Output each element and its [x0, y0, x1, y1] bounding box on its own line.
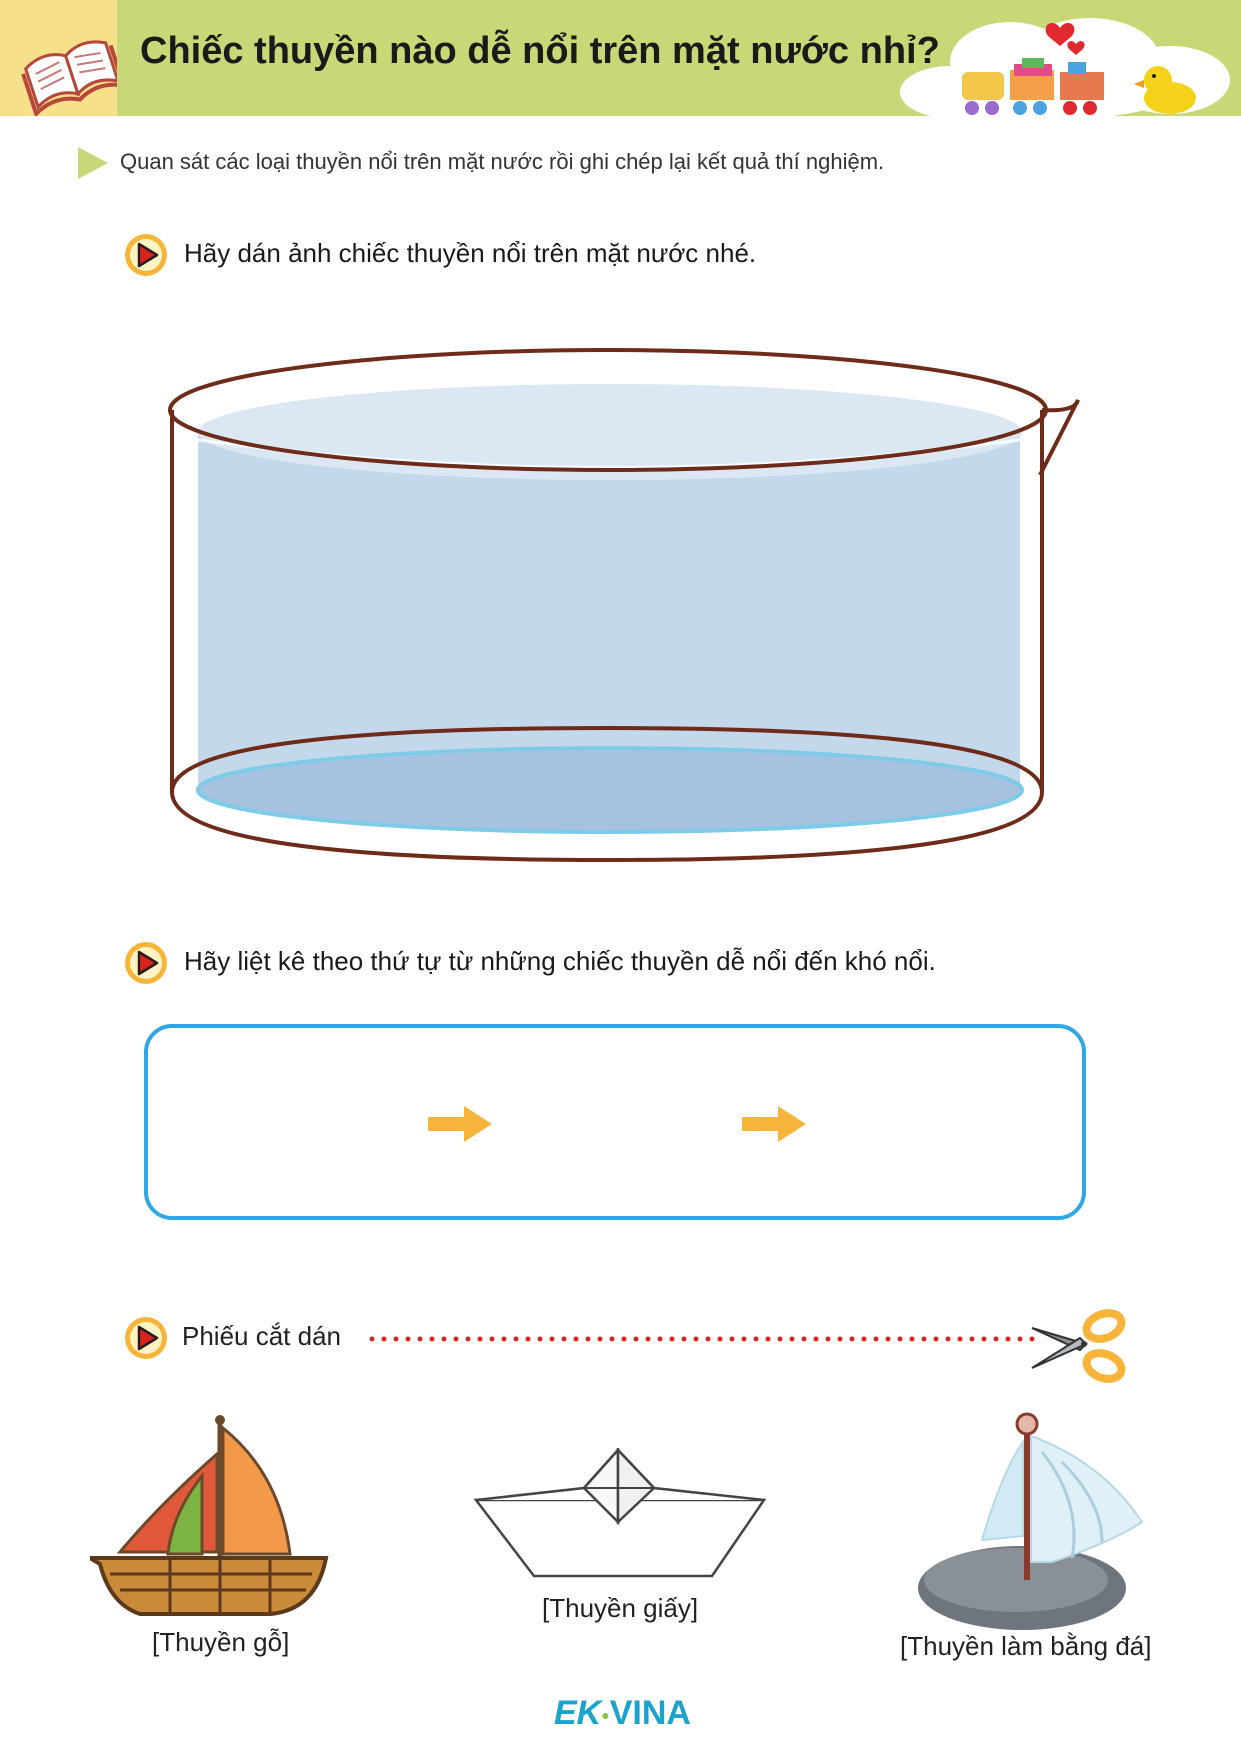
logo-dot-icon: ●: [601, 1707, 610, 1724]
arrow-right-icon: [742, 1106, 806, 1142]
wooden-sailboat-icon: [90, 1414, 330, 1624]
water-container-illustration: [160, 340, 1090, 880]
logo-ek: EK: [554, 1694, 602, 1732]
instruction-text: Quan sát các loại thuyền nổi trên mặt nước rồi ghi chép lại kết quả thí nghiệm.: [120, 149, 885, 174]
order-answer-box[interactable]: [144, 1024, 1086, 1220]
cut-line: [368, 1334, 1040, 1344]
open-book-icon: [0, 0, 117, 116]
boat-caption-stone: [Thuyền làm bằng đá]: [900, 1631, 1152, 1661]
play-icon: [124, 941, 168, 985]
book-icon-box: [0, 0, 117, 116]
section-heading-cutout: Phiếu cắt dán: [182, 1321, 342, 1351]
section-heading-paste-photo: Hãy dán ảnh chiếc thuyền nổi trên mặt nước nhé.: [184, 238, 757, 268]
play-icon: [124, 1316, 168, 1360]
page-title: Chiếc thuyền nào dễ nổi trên mặt nước nhỉ?: [140, 30, 940, 72]
water-bottom: [198, 748, 1022, 832]
section-heading-order-list: Hãy liệt kê theo thứ tự từ những chiếc thuyền dễ nổi đến khó nổi.: [184, 946, 936, 976]
bullet-triangle-icon: [78, 147, 108, 179]
toy-train-and-duck-icon: [890, 0, 1241, 122]
arrow-right-icon: [428, 1106, 492, 1142]
boat-caption-paper: [Thuyền giấy]: [542, 1593, 699, 1623]
logo-vina: VINA: [609, 1694, 691, 1732]
boat-caption-wooden: [Thuyền gỗ]: [152, 1627, 290, 1657]
stone-sailboat-icon: [912, 1412, 1148, 1632]
paper-boat-icon: [472, 1448, 768, 1582]
scissors-icon: [1028, 1308, 1128, 1384]
play-icon: [124, 233, 168, 277]
ekvina-logo: [554, 1694, 691, 1733]
container-spout: [1040, 400, 1078, 475]
